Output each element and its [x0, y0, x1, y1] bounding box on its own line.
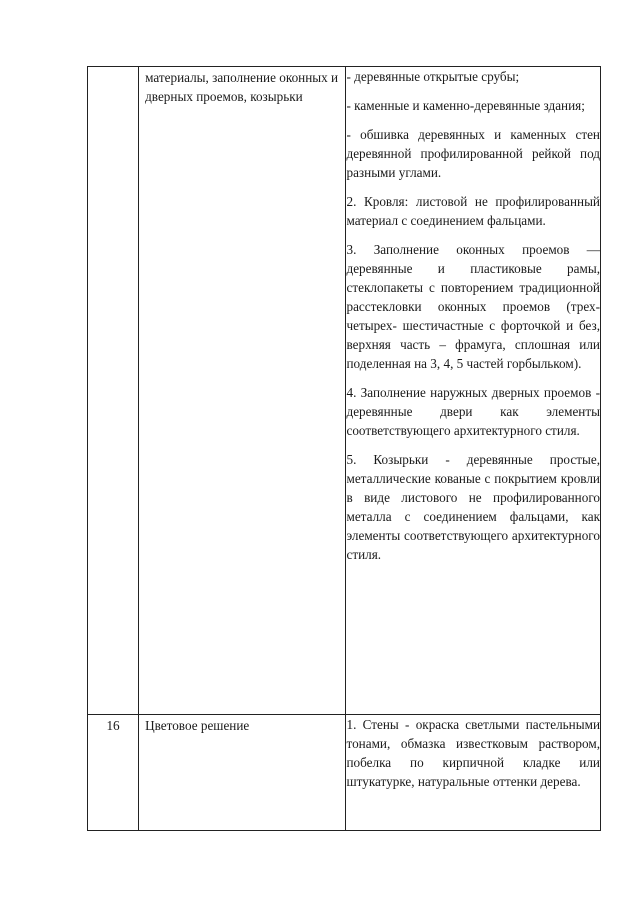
- description-paragraph: - деревянные открытые срубы;: [346, 69, 520, 84]
- description-paragraph: 4. Заполнение наружных дверных проемов - деревянные двери как элементы соответствующего архитектурного стиля.: [346, 385, 600, 438]
- regulation-table: [87, 66, 601, 831]
- description-paragraph: 3. Заполнение оконных проемов — деревянные и пластиковые рамы, стеклопакеты с повторением традиционной расстекловки оконных проемов (трех- четырех- шестичастные с форточкой и без, верхняя часть – фрамуга, сплошная или поделенная на 3, 4, 5 частей горбыльком).: [346, 242, 600, 371]
- row-number: [88, 67, 138, 68]
- row-description-cell: [346, 715, 601, 831]
- description-paragraph: 5. Козырьки - деревянные простые, металлические кованые с покрытием кровли в виде листового не профилированного металла с соединением фальцами, как элементы соответствующего архитектурного стиля.: [346, 452, 600, 562]
- description-paragraph: - каменные и каменно-деревянные здания;: [346, 98, 585, 113]
- table-row: [88, 715, 601, 831]
- row-name-cell: [139, 715, 346, 831]
- row-name: материалы, заполнение оконных и дверных проемов, козырьки: [145, 70, 339, 104]
- description-paragraph: 2. Кровля: листовой не профилированный материал с соединением фальцами.: [346, 194, 600, 228]
- row-number-cell: [88, 715, 139, 831]
- row-description-cell: [346, 67, 601, 715]
- row-name-cell: [139, 67, 346, 715]
- row-name: Цветовое решение: [145, 718, 250, 733]
- description-paragraph: - обшивка деревянных и каменных стен деревянной профилированной рейкой под разными углами.: [346, 127, 600, 180]
- description-paragraph: 1. Стены - окраска светлыми пастельными тонами, обмазка известковым раствором, побелка по кирпичной кладке или штукатурке, натуральные оттенки дерева.: [346, 717, 600, 789]
- table-row: [88, 67, 601, 715]
- row-number-cell: [88, 67, 139, 715]
- row-number: 16: [106, 718, 120, 733]
